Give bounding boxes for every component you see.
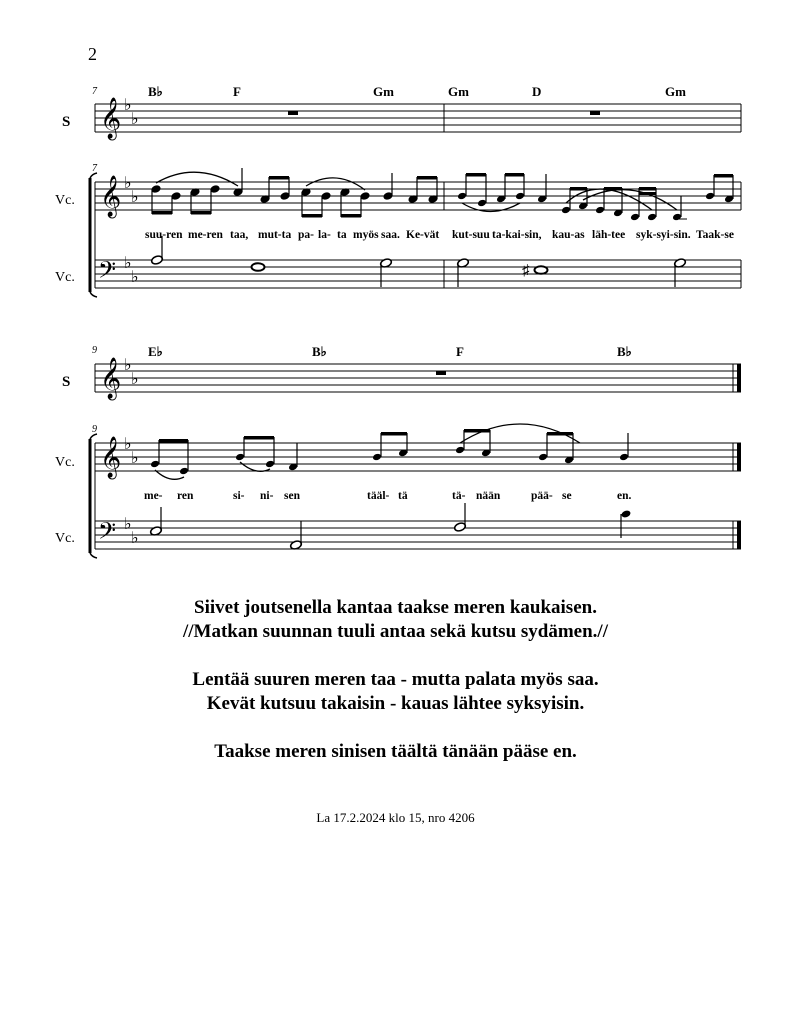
treble-clef-icon: 𝄞 <box>100 437 122 477</box>
treble-clef-icon: 𝄞 <box>100 358 122 398</box>
soprano-staff <box>95 104 741 132</box>
bass-notes <box>151 236 687 287</box>
sharp-icon: ♯ <box>522 263 530 279</box>
staff-label-soprano: S <box>62 114 71 130</box>
lyric-syllable: tä <box>398 490 408 502</box>
lyric-syllable: tä- <box>452 490 466 502</box>
lyrics-line-2 <box>144 490 632 502</box>
lyric-syllable: pa- <box>298 229 314 241</box>
chord-symbol: Gm <box>448 84 469 99</box>
lyric-syllable: ni- <box>260 490 274 502</box>
lyric-syllable: mut-ta <box>258 229 292 241</box>
chord-symbol: D <box>532 84 542 99</box>
lyric-syllable: ren <box>177 490 194 502</box>
system-1 <box>55 84 741 297</box>
lyric-syllable: Ke-vät <box>406 229 440 241</box>
lyric-syllable: tääl- <box>367 490 390 502</box>
lyric-syllable: kut-suu <box>452 229 490 241</box>
bass-clef-icon: 𝄢 <box>98 519 117 550</box>
treble-clef-icon: 𝄞 <box>100 176 122 216</box>
chord-symbol: F <box>456 344 464 359</box>
lyric-syllable: ta-kai-sin, <box>492 229 542 241</box>
verse-line: Kevät kutsuu takaisin - kauas lähtee syksyisin. <box>206 693 585 714</box>
lyric-syllable: Taak-se <box>696 229 734 241</box>
lyric-syllable: myös <box>353 229 379 241</box>
lyric-syllable: ta <box>337 229 347 241</box>
svg-text:♭: ♭ <box>124 175 132 192</box>
verse-line: Lentää suuren meren taa - mutta palata myös saa. <box>192 669 599 690</box>
svg-text:♭: ♭ <box>131 371 139 388</box>
svg-text:♭: ♭ <box>124 357 132 374</box>
svg-text:♭: ♭ <box>124 436 132 453</box>
staff-label-bass: Vc. <box>55 531 75 546</box>
chord-symbol: E♭ <box>148 344 163 359</box>
lyric-syllable: me-ren <box>188 229 223 241</box>
bass-notes <box>150 503 632 550</box>
lyric-syllable: läh-tee <box>592 229 626 241</box>
chord-symbol: B♭ <box>617 344 632 359</box>
lyric-syllable: sen <box>284 490 300 502</box>
chord-symbol: B♭ <box>312 344 327 359</box>
staff-label-bass: Vc. <box>55 270 75 285</box>
chord-symbol: B♭ <box>148 84 163 99</box>
lyric-syllable: la- <box>318 229 331 241</box>
lyric-syllable: syk-syi-sin. <box>636 229 691 241</box>
svg-text:♭: ♭ <box>131 450 139 467</box>
chord-symbol: Gm <box>373 84 394 99</box>
verse-line: Taakse meren sinisen täältä tänään pääse en. <box>214 741 577 762</box>
svg-text:♭: ♭ <box>124 97 132 114</box>
measure-number: 7 <box>92 163 97 174</box>
svg-text:♭: ♭ <box>131 111 139 128</box>
lyric-syllable: si- <box>233 490 245 502</box>
page-number: 2 <box>88 44 97 64</box>
lyrics-line-1 <box>145 229 734 241</box>
slurs <box>156 172 365 190</box>
footer-note: La 17.2.2024 klo 15, nro 4206 <box>316 810 475 825</box>
lyric-syllable: suu-ren <box>145 229 183 241</box>
staff-label-soprano: S <box>62 374 71 390</box>
measure-number: 7 <box>92 86 97 97</box>
verse-line: Siivet joutsenella kantaa taakse meren kaukaisen. <box>194 597 597 618</box>
svg-text:♭: ♭ <box>131 269 139 286</box>
whole-rest-icon <box>288 111 298 115</box>
lyric-syllable: saa. <box>381 229 400 241</box>
measure-number: 9 <box>92 345 97 356</box>
lyric-syllable: me- <box>144 490 163 502</box>
svg-text:♭: ♭ <box>124 255 132 272</box>
chord-symbol: Gm <box>665 84 686 99</box>
svg-text:♭: ♭ <box>124 516 132 533</box>
whole-rest-icon <box>436 371 446 375</box>
lyric-syllable: en. <box>617 490 632 502</box>
lyric-syllable: se <box>562 490 572 502</box>
svg-text:♭: ♭ <box>131 189 139 206</box>
bass-clef-icon: 𝄢 <box>98 258 117 289</box>
whole-rest-icon <box>590 111 600 115</box>
soprano-staff <box>95 364 741 392</box>
verse-text <box>0 596 791 764</box>
verse-line: //Matkan suunnan tuuli antaa sekä kutsu sydämen.// <box>182 621 608 642</box>
lyric-syllable: nään <box>476 490 501 502</box>
staff-label-voice: Vc. <box>55 193 75 208</box>
lyric-syllable: kau-as <box>552 229 585 241</box>
lyric-syllable: pää- <box>531 490 553 502</box>
treble-clef-icon: 𝄞 <box>100 98 122 138</box>
staff-label-voice: Vc. <box>55 455 75 470</box>
bass-staff <box>95 260 741 288</box>
lyric-syllable: taa, <box>230 229 249 241</box>
bass-staff <box>95 521 741 549</box>
svg-text:♭: ♭ <box>131 530 139 547</box>
chord-symbol: F <box>233 84 241 99</box>
system-2 <box>55 344 741 558</box>
measure-number: 9 <box>92 424 97 435</box>
melody-notes <box>151 185 438 204</box>
